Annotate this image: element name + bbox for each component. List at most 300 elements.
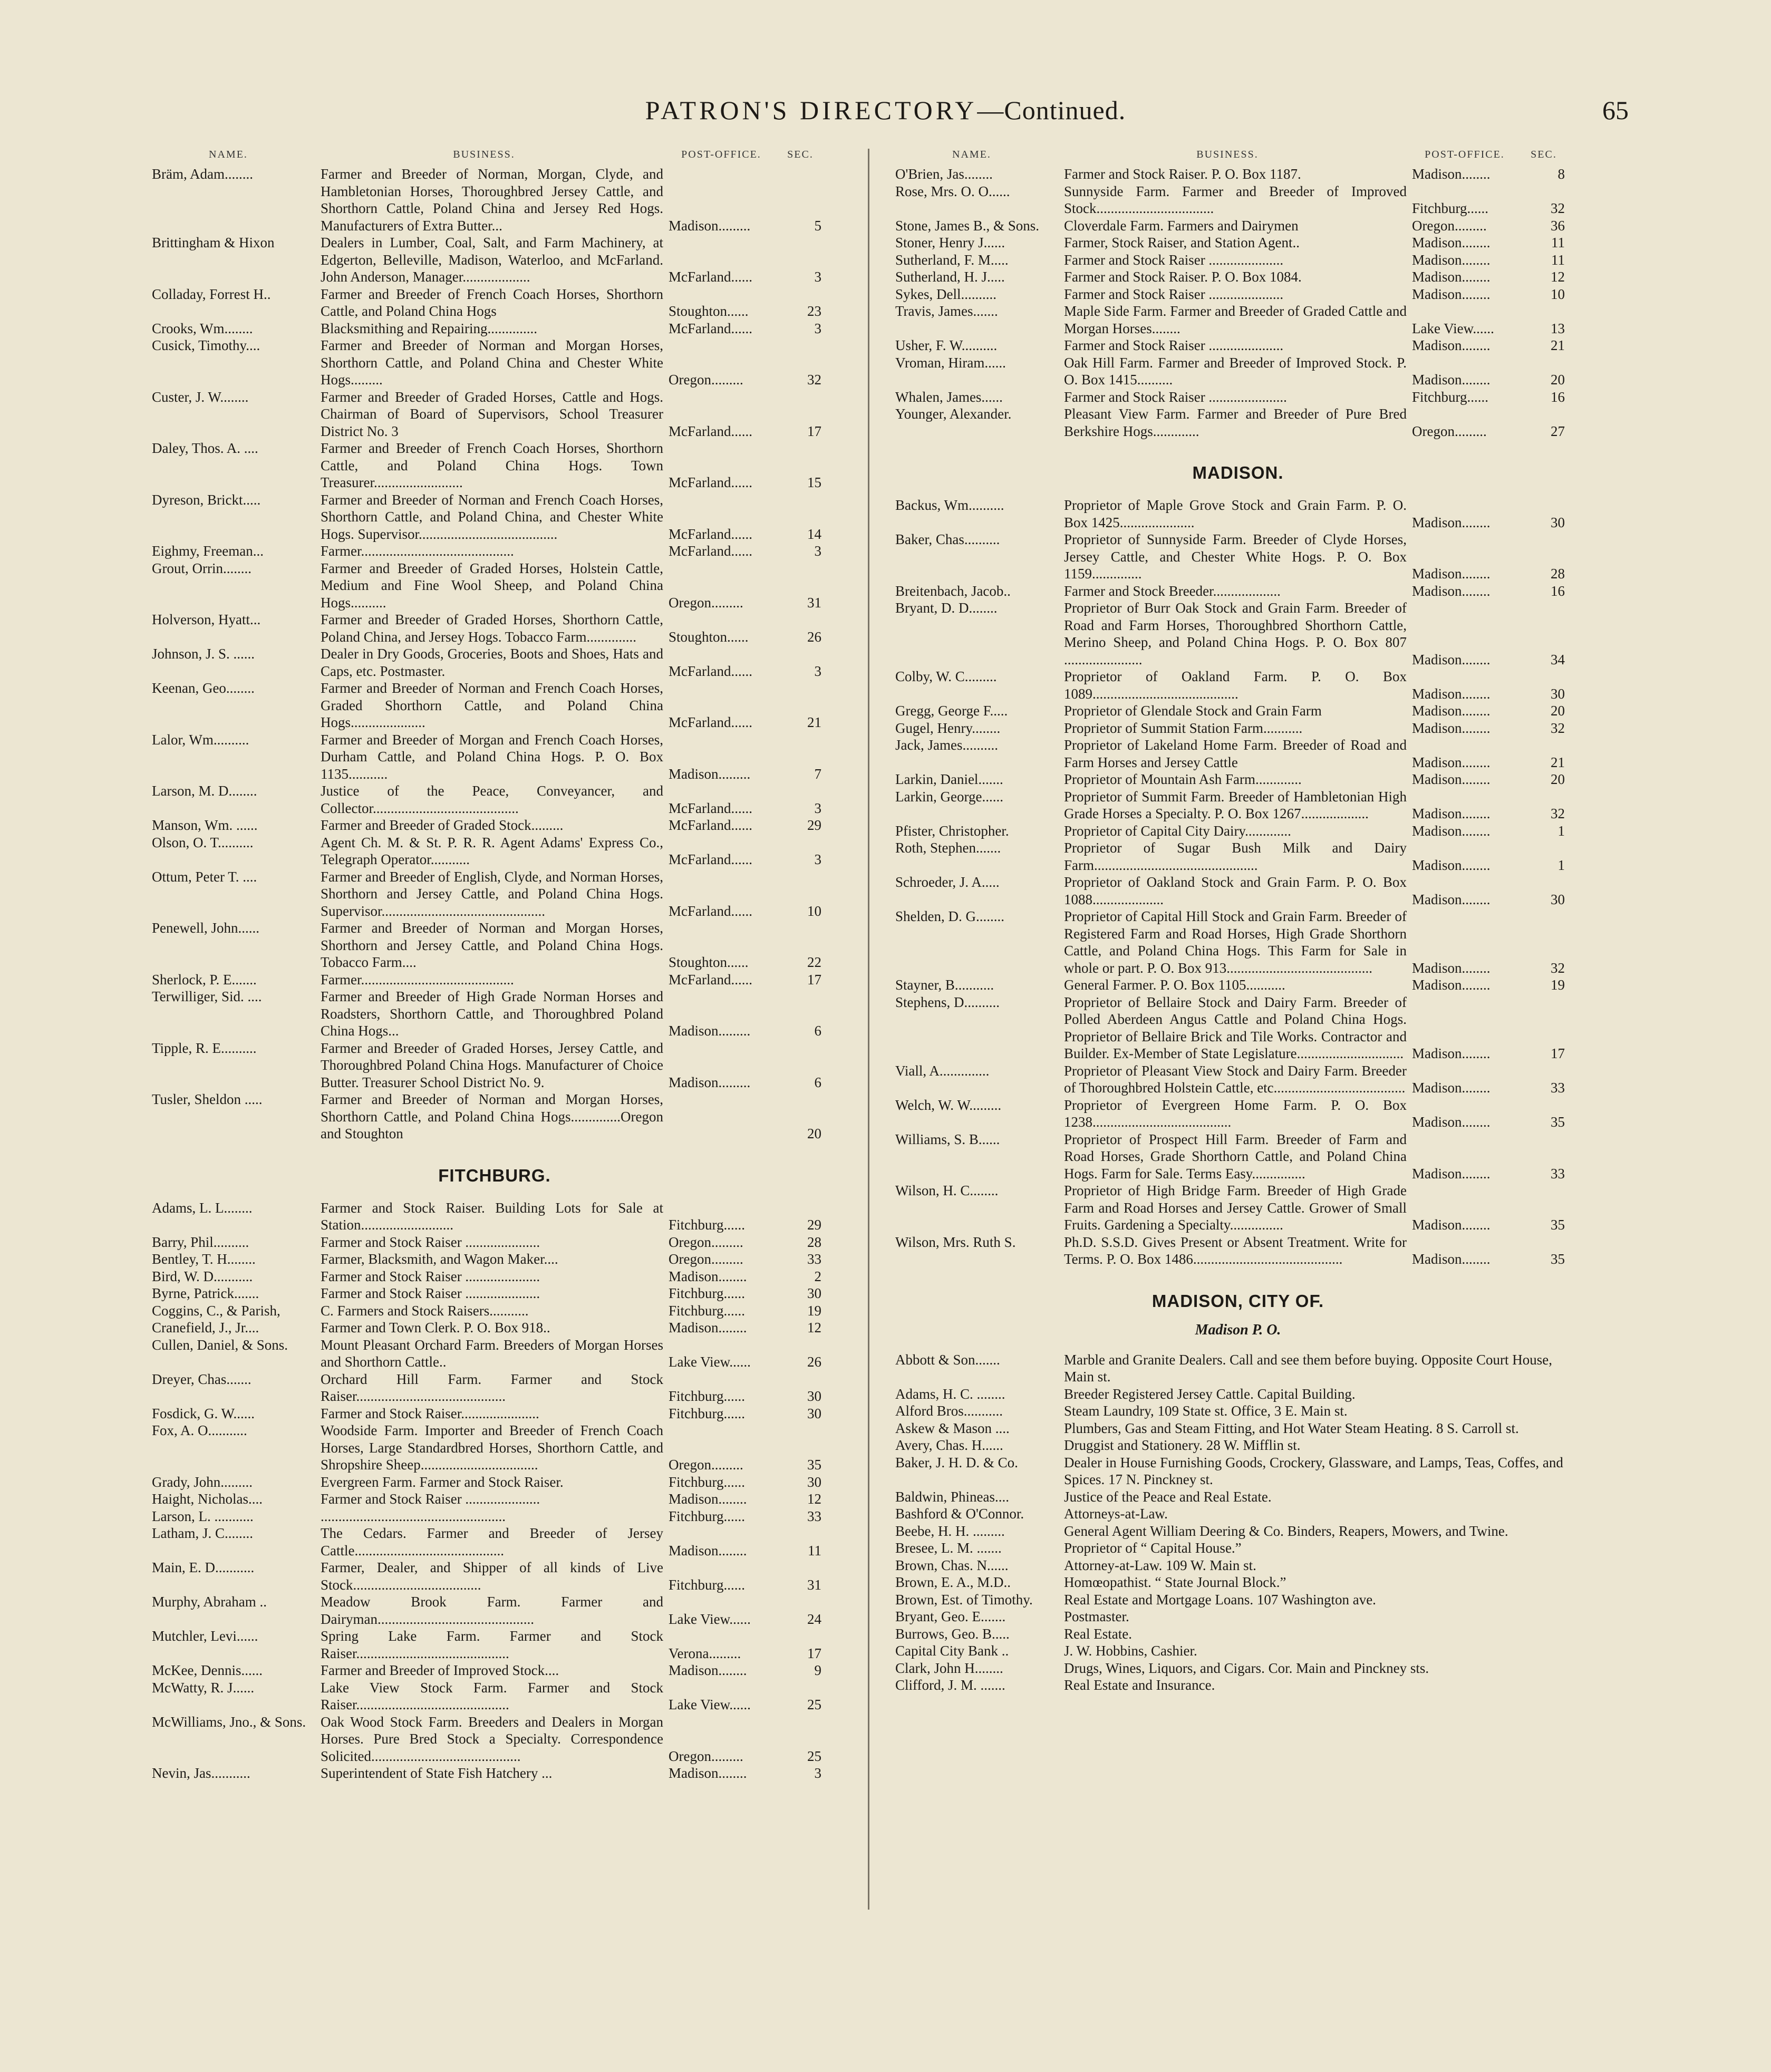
directory-entry [152, 166, 837, 234]
directory-entry [152, 1337, 837, 1371]
directory-entry [152, 611, 837, 645]
entry-section: 19 [1551, 977, 1565, 993]
entry-post-office: Madison........ [1412, 806, 1491, 821]
entry-business: Farmer and Stock Raiser ..................... [1064, 337, 1284, 353]
directory-list-fitchburg [152, 1199, 837, 1782]
entry-business: J. W. Hobbins, Cashier. [1064, 1643, 1197, 1659]
entry-post-office: Madison......... [669, 1023, 751, 1039]
entry-name: Tusler, Sheldon ..... [152, 1091, 263, 1107]
entry-business: General Agent William Deering & Co. Binders, Reapers, Mowers, and Twine. [1064, 1523, 1508, 1539]
entry-post-office: Madison........ [1412, 269, 1491, 285]
entry-name: Byrne, Patrick....... [152, 1285, 259, 1301]
entry-business: Agent Ch. M. & St. P. R. R. Agent Adams' Express Co., Telegraph Operator........... [321, 834, 663, 867]
entry-name: Holverson, Hyatt... [152, 612, 261, 627]
entry-name: Olson, O. T.......... [152, 834, 254, 850]
entry-name: Abbott & Son....... [895, 1351, 1000, 1368]
entry-post-office: Oregon......... [669, 594, 743, 611]
directory-entry [152, 1199, 837, 1234]
entry-section: 12 [807, 1320, 821, 1335]
entry-name: Penewell, John...... [152, 920, 259, 936]
entry-post-office: Madison........ [1412, 566, 1491, 582]
directory-entry [152, 680, 837, 731]
entry-section: 1 [1557, 857, 1565, 873]
entry-post-office [669, 1091, 795, 1142]
entry-business: Farmer and Breeder of Norman, Morgan, Clyde, and Hambletonian Horses, Thoroughbred Jersey Cattle, and Shorthorn Cattle, Poland China and Jersey Red Hogs. Manufacturers of Extra Butter... [321, 166, 663, 234]
entry-business: Farmer and Stock Raiser. P. O. Box 1187. [1064, 166, 1301, 182]
entry-section: 3 [814, 1765, 821, 1781]
entry-section: 32 [1551, 960, 1565, 976]
directory-entry [152, 234, 837, 286]
entry-business: Attorneys-at-Law. [1064, 1506, 1168, 1522]
entry-name: Stayner, B........... [895, 977, 994, 993]
entry-business: Attorney-at-Law. 109 W. Main st. [1064, 1557, 1256, 1573]
entry-post-office: Madison........ [1412, 337, 1491, 353]
entry-post-office: Madison........ [1412, 514, 1491, 530]
entry-post-office: Oregon......... [1412, 423, 1487, 439]
entry-post-office: Oregon......... [669, 1234, 743, 1250]
entry-section: 3 [814, 269, 821, 285]
entry-name: Sykes, Dell.......... [895, 286, 996, 302]
entry-business: Farmer and Stock Raiser ..................... [321, 1491, 540, 1507]
entry-name: Jack, James.......... [895, 737, 998, 753]
entry-post-office: Madison........ [669, 1320, 747, 1335]
entry-name: Stoner, Henry J...... [895, 235, 1005, 250]
entry-section: 6 [814, 1074, 821, 1090]
entry-name: Breitenbach, Jacob.. [895, 583, 1011, 599]
entry-business: Farmer and Stock Raiser...................... [321, 1405, 539, 1421]
entry-post-office: Madison........ [669, 1268, 747, 1284]
directory-entry [895, 908, 1581, 976]
directory-entry [895, 1234, 1581, 1268]
entry-post-office: Madison........ [1412, 960, 1491, 976]
entry-section: 22 [807, 954, 821, 970]
entry-name: Eighmy, Freeman... [152, 543, 264, 559]
entry-post-office: Fitchburg...... [1412, 200, 1489, 216]
entry-business: Farmer and Stock Raiser ..................... [1064, 251, 1284, 268]
entry-section: 23 [807, 303, 821, 319]
entry-name: Roth, Stephen....... [895, 840, 1001, 856]
entry-post-office: Madison........ [1412, 857, 1491, 873]
directory-entry [152, 834, 837, 868]
entry-name: Daley, Thos. A. .... [152, 440, 258, 456]
entry-section: 31 [807, 1576, 821, 1593]
directory-entry [152, 389, 837, 440]
entry-name: Nevin, Jas........... [152, 1765, 250, 1781]
directory-entry [152, 919, 837, 971]
entry-business: Proprietor of Prospect Hill Farm. Breeder of Farm and Road Horses, Grade Shorthorn Cattle, and Poland China Hogs. Farm for Sale. Terms Easy............... [1064, 1131, 1407, 1182]
directory-entry [895, 354, 1581, 389]
directory-entry [895, 1420, 1581, 1437]
directory-entry [152, 1679, 837, 1713]
page-title [142, 95, 1629, 125]
entry-name: Keenan, Geo........ [152, 680, 255, 696]
entry-business: Breeder Registered Jersey Cattle. Capital Building. [1064, 1386, 1356, 1402]
entry-business: Farmer........................................... [321, 971, 514, 987]
entry-name: Pfister, Christopher. [895, 822, 1009, 839]
directory-entry [152, 868, 837, 920]
entry-business: Farmer and Breeder of Graded Horses, Jersey Cattle, and Thoroughbred Poland China Hogs. Manufacturer of Choice Butter. Treasurer School District No. 9. [321, 1040, 663, 1090]
entry-business: Mount Pleasant Orchard Farm. Breeders of Morgan Horses and Shorthorn Cattle.. [321, 1337, 663, 1370]
entry-name: Sherlock, P. E....... [152, 971, 257, 987]
entry-business: Maple Side Farm. Farmer and Breeder of Graded Cattle and Morgan Horses........ [1064, 303, 1407, 336]
directory-entry [895, 337, 1581, 354]
entry-post-office: Madison........ [1412, 720, 1491, 736]
entry-name: Ottum, Peter T. .... [152, 868, 257, 885]
directory-entry [895, 1660, 1581, 1677]
entry-name: Whalen, James...... [895, 389, 1003, 405]
directory-entry [895, 1557, 1581, 1574]
entry-name: Travis, James....... [895, 303, 998, 319]
entry-post-office: Fitchburg...... [669, 1388, 746, 1404]
directory-entry [895, 497, 1581, 531]
directory-entry [895, 976, 1581, 994]
entry-section: 30 [807, 1474, 821, 1490]
entry-name: Brown, Chas. N...... [895, 1557, 1009, 1573]
entry-section: 17 [807, 1645, 821, 1661]
entry-section: 14 [807, 526, 821, 542]
directory-entry [152, 1628, 837, 1662]
entry-business: Farmer........................................... [321, 543, 514, 559]
entry-business: Farmer and Stock Raiser ..................... [1064, 286, 1284, 302]
entry-name: Clark, John H........ [895, 1660, 1003, 1676]
section-title-fitchburg: FITCHBURG. [438, 1165, 551, 1185]
entry-section: 11 [808, 1542, 821, 1558]
entry-post-office: Madison........ [669, 1491, 747, 1507]
entry-business: Farmer and Breeder of English, Clyde, and Norman Horses, Shorthorn and Jersey Cattle, and Poland China Hogs. Supervisor.............................................. [321, 868, 663, 919]
directory-entry [895, 1488, 1581, 1506]
entry-business: Proprietor of Glendale Stock and Grain Farm [1064, 703, 1322, 719]
directory-entry [895, 1677, 1581, 1694]
directory-entry [152, 286, 837, 320]
entry-business: Farmer and Stock Raiser ..................... [321, 1234, 540, 1250]
entry-name: Brown, E. A., M.D.. [895, 1574, 1011, 1590]
directory-entry [895, 531, 1581, 583]
entry-business: Real Estate. [1064, 1625, 1132, 1642]
entry-section: 20 [1551, 372, 1565, 388]
entry-name: McKee, Dennis...... [152, 1662, 263, 1678]
entry-section: 33 [807, 1508, 821, 1524]
entry-section: 10 [807, 903, 821, 919]
entry-section: 20 [807, 1126, 821, 1141]
entry-section: 12 [807, 1491, 821, 1507]
directory-entry [895, 303, 1581, 337]
entry-name: Backus, Wm.......... [895, 497, 1004, 513]
entry-name: Gugel, Henry........ [895, 720, 1001, 736]
entry-post-office: Madison........ [1412, 822, 1491, 839]
entry-name: Baker, J. H. D. & Co. [895, 1454, 1018, 1470]
entry-post-office: McFarland...... [669, 851, 752, 867]
entry-post-office: Madison........ [1412, 1114, 1491, 1130]
header-sec: SEC. [787, 149, 814, 160]
entry-name: Grout, Orrin........ [152, 560, 251, 576]
directory-entry [152, 1319, 837, 1337]
directory-entry [152, 1508, 837, 1525]
entry-name: Gregg, George F..... [895, 703, 1008, 719]
entry-business: Farmer and Stock Breeder................... [1064, 583, 1281, 599]
entry-business: Farmer and Breeder of High Grade Norman Horses and Roadsters, Shorthorn Cattle, and Thoroughbred Poland China Hogs... [321, 989, 663, 1039]
entry-business: Drugs, Wines, Liquors, and Cigars. Cor. Main and Pinckney sts. [1064, 1660, 1429, 1676]
entry-name: Bräm, Adam........ [152, 166, 253, 182]
page-header [142, 90, 1629, 137]
entry-name: Larkin, Daniel....... [895, 771, 1003, 787]
entry-section: 9 [814, 1662, 821, 1678]
entry-section: 15 [807, 475, 821, 490]
entry-section: 26 [807, 1354, 821, 1370]
entry-name: Wilson, Mrs. Ruth S. [895, 1234, 1016, 1250]
entry-name: Bryant, Geo. E....... [895, 1609, 1006, 1624]
directory-list-madison [895, 497, 1581, 1268]
directory-entry [152, 1285, 837, 1302]
entry-name: Brittingham & Hixon [152, 235, 275, 250]
entry-section: 30 [1551, 891, 1565, 907]
entry-post-office: Oregon......... [669, 1251, 743, 1267]
entry-post-office: McFarland...... [669, 971, 752, 987]
directory-entry [895, 1591, 1581, 1609]
entry-section: 30 [807, 1285, 821, 1301]
entry-business: Marble and Granite Dealers. Call and see them before buying. Opposite Court House, Main st. [1064, 1351, 1552, 1384]
entry-business: Homœopathist. “ State Journal Block.” [1064, 1574, 1286, 1590]
entry-name: Sutherland, H. J..... [895, 269, 1005, 285]
entry-post-office: Stoughton...... [669, 954, 749, 970]
entry-section: 32 [1551, 720, 1565, 736]
header-name: NAME. [952, 149, 991, 160]
directory-entry [152, 1713, 837, 1765]
entry-post-office: Madison........ [1412, 703, 1491, 719]
entry-name: Shelden, D. G........ [895, 908, 1004, 924]
entry-business: Farmer and Stock Raiser ..................... [321, 1285, 540, 1301]
directory-entry [895, 389, 1581, 406]
entry-business: Farmer and Breeder of French Coach Horses, Shorthorn Cattle, and Poland China Hogs. Town Treasurer......................... [321, 440, 663, 490]
entry-name: Usher, F. W.......... [895, 337, 998, 353]
entry-name: Adams, L. L........ [152, 1199, 253, 1216]
directory-entry [152, 1765, 837, 1782]
directory-entry [895, 1454, 1581, 1488]
entry-business: Proprietor of Capital City Dairy............. [1064, 822, 1291, 839]
entry-name: Terwilliger, Sid. .... [152, 989, 262, 1004]
entry-business: Postmaster. [1064, 1609, 1129, 1624]
entry-name: Beebe, H. H. ......... [895, 1523, 1005, 1539]
entry-name: Fox, A. O........... [152, 1422, 247, 1438]
entry-name: Custer, J. W........ [152, 389, 249, 405]
directory-entry [895, 234, 1581, 251]
entry-section: 20 [1551, 703, 1565, 719]
directory-entry [152, 645, 837, 680]
directory-entry [895, 1182, 1581, 1234]
entry-business: Proprietor of Burr Oak Stock and Grain Farm. Breeder of Road and Farm Horses, Thoroughbred Shorthorn Cattle, Merino Sheep, and Poland China Hogs. P. O. Box 807 ...................... [1064, 600, 1407, 667]
entry-name: Wilson, H. C........ [895, 1183, 999, 1198]
entry-section: 25 [807, 1748, 821, 1764]
entry-post-office: Madison........ [1412, 771, 1491, 787]
entry-business: Proprietor of Bellaire Stock and Dairy Farm. Breeder of Polled Aberdeen Angus Cattle and Poland China Hogs. Proprietor of Bellaire Brick and Tile Works. Contractor and Builder. Ex-Member of State Legislature.............................. [1064, 994, 1407, 1061]
entry-business: Proprietor of Oakland Stock and Grain Farm. P. O. Box 1088.................... [1064, 874, 1407, 907]
entry-business: Spring Lake Farm. Farmer and Stock Raiser........................................... [321, 1628, 663, 1661]
directory-entry [895, 1523, 1581, 1540]
entry-business: .................................................... [321, 1508, 506, 1524]
entry-name: Williams, S. B...... [895, 1131, 1000, 1147]
entry-business: Real Estate and Mortgage Loans. 107 Washington ave. [1064, 1591, 1376, 1608]
entry-business: Oak Hill Farm. Farmer and Breeder of Improved Stock. P. O. Box 1415.......... [1064, 354, 1407, 388]
entry-business: Cloverdale Farm. Farmers and Dairymen [1064, 217, 1299, 234]
entry-post-office: Madison........ [1412, 1165, 1491, 1182]
entry-name: Baldwin, Phineas.... [895, 1488, 1009, 1505]
header-post-office: POST-OFFICE. [681, 149, 761, 160]
entry-business: Superintendent of State Fish Hatchery ... [321, 1765, 553, 1781]
entry-business: Farmer and Stock Raiser ..................... [321, 1268, 540, 1284]
entry-section: 11 [1551, 251, 1565, 268]
entry-name: Rose, Mrs. O. O...... [895, 183, 1010, 199]
entry-post-office: Oregon......... [669, 1748, 743, 1764]
entry-section: 13 [1551, 320, 1565, 336]
directory-entry [152, 1559, 837, 1593]
directory-entry [895, 1062, 1581, 1097]
entry-business: Dealers in Lumber, Coal, Salt, and Farm Machinery, at Edgerton, Belleville, Madison, Waterloo, and McFarland. John Anderson, Manager................... [321, 235, 663, 285]
entry-name: Cullen, Daniel, & Sons. [152, 1337, 288, 1353]
entry-business: Farmer and Breeder of Norman and French Coach Horses, Graded Shorthorn Cattle, and Poland China Hogs..................... [321, 680, 663, 730]
entry-post-office: Fitchburg...... [669, 1302, 746, 1319]
entry-post-office: Fitchburg...... [669, 1474, 746, 1490]
directory-entry [895, 405, 1581, 440]
entry-post-office: Stoughton...... [669, 303, 749, 319]
directory-entry [895, 217, 1581, 235]
entry-post-office: Madison........ [1412, 1045, 1491, 1061]
entry-name: Colladay, Forrest H.. [152, 286, 271, 302]
entry-section: 33 [807, 1251, 821, 1267]
entry-post-office: Oregon......... [669, 1457, 743, 1473]
entry-post-office: Madison........ [1412, 166, 1491, 182]
entry-business: Proprietor of Lakeland Home Farm. Breeder of Road and Farm Horses and Jersey Cattle [1064, 737, 1407, 770]
entry-section: 17 [807, 971, 821, 987]
entry-business: Farmer and Breeder of Norman and Morgan Horses, Shorthorn Cattle, and Poland China and Chester White Hogs......... [321, 337, 663, 388]
entry-section: 35 [1551, 1217, 1565, 1233]
entry-business: Proprietor of Summit Farm. Breeder of Hambletonian High Grade Horses a Specialty. P. O. Box 1267................... [1064, 788, 1407, 821]
entry-post-office: Madison......... [669, 1074, 751, 1090]
header-business: BUSINESS. [1196, 149, 1259, 160]
entry-name: Welch, W. W......... [895, 1097, 1002, 1113]
entry-post-office: Fitchburg...... [669, 1508, 746, 1524]
entry-section: 17 [1551, 1045, 1565, 1061]
entry-business: Dealer in House Furnishing Goods, Crockery, Glassware, and Lamps, Teas, Coffes, and Spices. 17 N. Pinckney st. [1064, 1454, 1563, 1487]
entry-business: Proprietor of Mountain Ash Farm............. [1064, 771, 1302, 787]
entry-post-office: McFarland...... [669, 475, 752, 490]
directory-entry [895, 1625, 1581, 1643]
entry-post-office: Lake View...... [1412, 320, 1494, 336]
entry-section: 28 [1551, 566, 1565, 582]
entry-name: Stephens, D.......... [895, 994, 1000, 1010]
entry-section: 21 [1551, 754, 1565, 770]
entry-section: 1 [1557, 822, 1565, 839]
entry-name: Tipple, R. E.......... [152, 1040, 257, 1056]
title-main: PATRON'S DIRECTORY [645, 95, 978, 125]
entry-name: Bresee, L. M. ....... [895, 1540, 1002, 1556]
column-divider [868, 149, 869, 1910]
entry-post-office: Madison........ [1412, 1080, 1491, 1096]
entry-post-office: Verona......... [669, 1645, 741, 1661]
entry-business: Proprietor of Pleasant View Stock and Dairy Farm. Breeder of Thoroughbred Holstein Cattle, etc..................................... [1064, 1062, 1407, 1096]
header-name: NAME. [209, 149, 248, 160]
entry-business: Steam Laundry, 109 State st. Office, 3 E. Main st. [1064, 1403, 1348, 1419]
entry-post-office: McFarland...... [669, 543, 752, 559]
entry-section: 30 [1551, 685, 1565, 702]
directory-entry [152, 817, 837, 834]
entry-name: Vroman, Hiram...... [895, 354, 1006, 371]
entry-post-office: McFarland...... [669, 320, 752, 336]
entry-post-office: McFarland...... [669, 714, 752, 730]
entry-section: 16 [1551, 583, 1565, 599]
entry-post-office: Fitchburg...... [669, 1285, 746, 1301]
entry-business: Farmer and Stock Raiser. Building Lots for Sale at Station.......................... [321, 1199, 663, 1233]
entry-name: Larkin, George...... [895, 788, 1003, 805]
entry-business: Farmer and Breeder of Improved Stock.... [321, 1662, 559, 1678]
entry-post-office: McFarland...... [669, 269, 752, 285]
directory-list-township [152, 166, 837, 1142]
entry-section: 35 [1551, 1251, 1565, 1267]
directory-entry [152, 1525, 837, 1559]
entry-post-office: Lake View...... [669, 1611, 751, 1627]
directory-entry [152, 543, 837, 560]
entry-post-office: Madison........ [1412, 235, 1491, 250]
entry-name: Cranefield, J., Jr.... [152, 1320, 259, 1335]
entry-business: Sunnyside Farm. Farmer and Breeder of Improved Stock................................. [1064, 183, 1407, 216]
directory-entry [152, 1302, 837, 1320]
entry-post-office: Madison......... [669, 217, 751, 234]
entry-post-office: Madison........ [1412, 891, 1491, 907]
entry-business: Druggist and Stationery. 28 W. Mifflin st. [1064, 1437, 1301, 1453]
entry-section: 25 [807, 1697, 821, 1712]
directory-entry [152, 560, 837, 612]
entry-name: Main, E. D........... [152, 1560, 255, 1575]
directory-entry [895, 1642, 1581, 1660]
entry-section: 12 [1551, 269, 1565, 285]
directory-entry [895, 251, 1581, 269]
entry-business: Farmer, Stock Raiser, and Station Agent.. [1064, 235, 1300, 250]
entry-section: 11 [1551, 235, 1565, 250]
entry-section: 28 [807, 1234, 821, 1250]
directory-entry [895, 599, 1581, 668]
entry-name: Haight, Nicholas.... [152, 1491, 263, 1507]
column-headers [152, 149, 837, 166]
directory-entry [152, 1251, 837, 1268]
entry-section: 2 [814, 1268, 821, 1284]
entry-section: 29 [807, 817, 821, 833]
left-column [152, 149, 837, 1782]
entry-business: Proprietor of Sunnyside Farm. Breeder of Clyde Horses, Jersey Cattle, and Chester White Hogs. P. O. Box 1159.............. [1064, 531, 1407, 582]
entry-name: Baker, Chas.......... [895, 531, 1000, 547]
entry-section: 21 [807, 714, 821, 730]
entry-section: 3 [814, 543, 821, 559]
directory-entry [152, 1662, 837, 1679]
entry-name: Mutchler, Levi...... [152, 1628, 258, 1644]
entry-post-office: Madison........ [669, 1542, 747, 1558]
entry-business: Farmer and Breeder of French Coach Horses, Shorthorn Cattle, and Poland China Hogs [321, 286, 663, 319]
directory-entry [152, 971, 837, 989]
entry-business: Proprietor of High Bridge Farm. Breeder of High Grade Farm and Road Horses and Jersey Cattle. Grower of Small Fruits. Gardening a Specialty............... [1064, 1183, 1407, 1233]
entry-post-office: Madison........ [1412, 372, 1491, 388]
directory-entry [895, 788, 1581, 822]
entry-post-office: McFarland...... [669, 423, 752, 439]
entry-business: Proprietor of Sugar Bush Milk and Dairy Farm.............................................. [1064, 840, 1407, 873]
directory-entry [895, 166, 1581, 183]
entry-name: Younger, Alexander. [895, 406, 1012, 422]
entry-post-office: Fitchburg...... [1412, 389, 1489, 405]
directory-entry [895, 1402, 1581, 1420]
entry-section: 7 [814, 766, 821, 782]
entry-name: Larson, L. ........... [152, 1508, 254, 1524]
entry-business: Proprietor of Summit Station Farm........... [1064, 720, 1303, 736]
directory-entry [152, 1234, 837, 1251]
directory-entry [152, 1405, 837, 1422]
entry-business: Lake View Stock Farm. Farmer and Stock Raiser........................................... [321, 1679, 663, 1712]
directory-entry [152, 337, 837, 389]
